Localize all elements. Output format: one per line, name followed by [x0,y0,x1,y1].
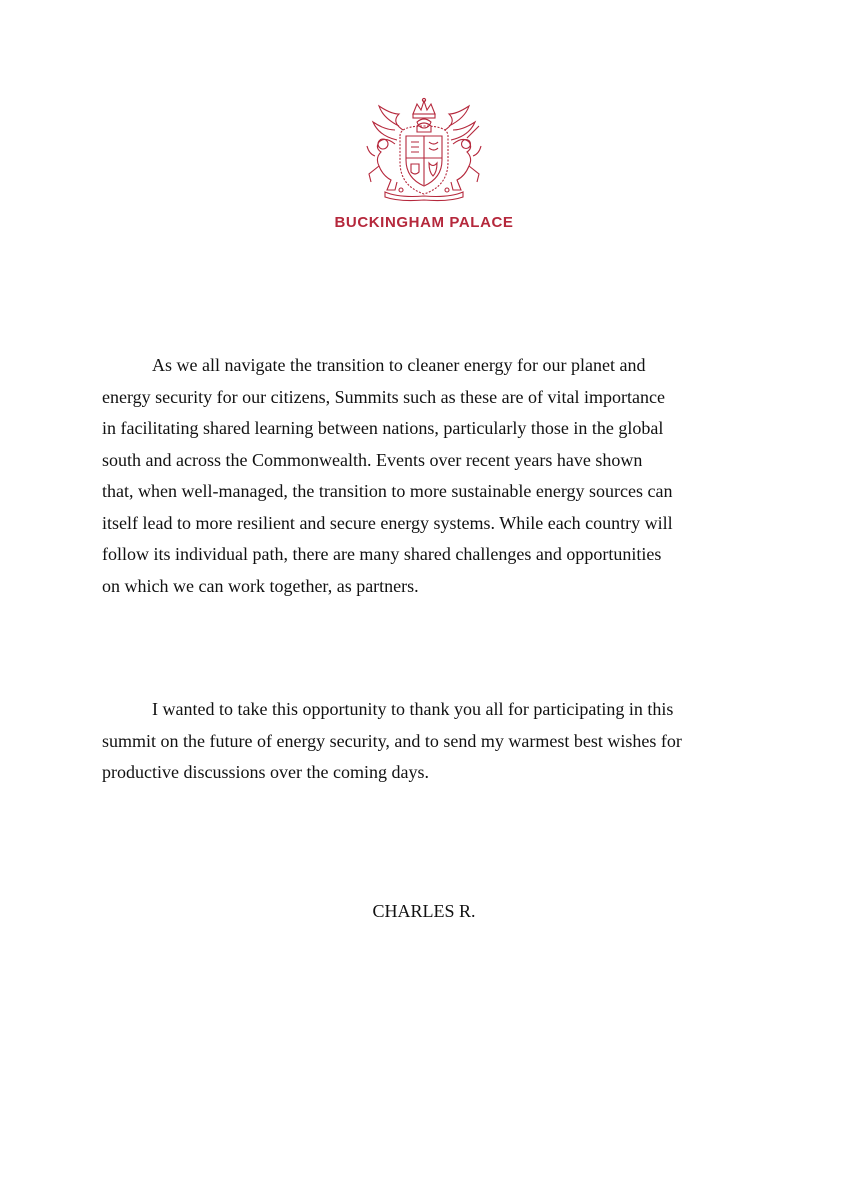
shield-icon [406,136,442,186]
text-line: that, when well-managed, the transition to more sustainable energy sources can [102,481,673,501]
letter-paragraph-2 [102,694,752,789]
crown-icon [413,98,435,118]
text-line: energy security for our citizens, Summits such as these are of vital importance [102,386,666,407]
text-line: follow its individual path, there are many shared challenges and opportunities [102,544,662,564]
text-line: As we all navigate the transition to cleaner energy for our planet and [152,355,646,375]
letterhead-title: BUCKINGHAM PALACE [334,214,514,231]
text-line: on which we can work together, as partners. [102,575,419,596]
text-line: productive discussions over the coming days. [102,762,429,782]
text-line: in facilitating shared learning between nations, particularly those in the global [102,418,664,438]
unicorn-supporter-icon [451,126,481,190]
letter-paragraph-1 [102,350,752,602]
signature: CHARLES R. [372,901,476,921]
text-line: I wanted to take this opportunity to thank you all for participating in this [152,699,674,719]
lion-supporter-icon [367,139,397,190]
text-line: itself lead to more resilient and secure energy systems. While each country will [102,512,673,533]
text-line: summit on the future of energy security, and to send my warmest best wishes for [102,730,682,751]
text-line: south and across the Commonwealth. Events over recent years have shown [102,449,643,470]
royal-coat-of-arms-icon [339,96,509,202]
letterhead [0,96,848,231]
